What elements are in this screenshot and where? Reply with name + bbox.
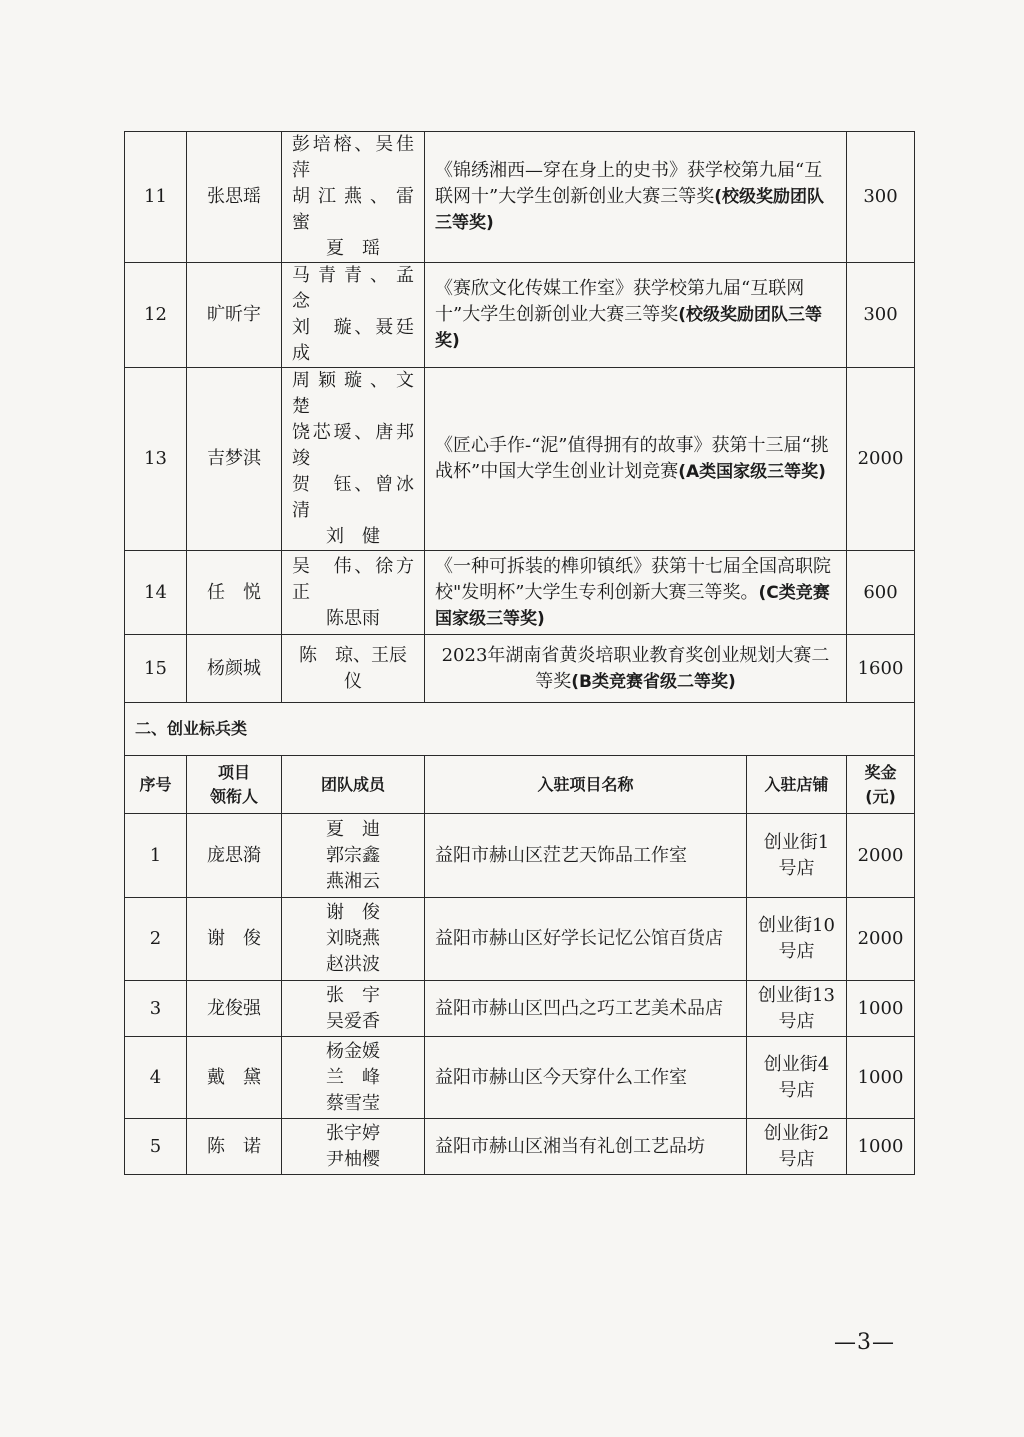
member-line: 吴 伟、徐方正 bbox=[292, 555, 414, 603]
member-line: 贺 钰、曾冰清 bbox=[292, 474, 414, 521]
member-line: 刘 璇、聂廷成 bbox=[292, 317, 414, 364]
team-members bbox=[282, 981, 425, 1037]
row-number: 13 bbox=[125, 368, 187, 551]
member-line: 饶芯瑷、唐邦竣 bbox=[292, 422, 414, 469]
header-leader-line1: 项目 bbox=[217, 762, 250, 782]
team-members bbox=[282, 1037, 425, 1119]
award-amount: 300 bbox=[847, 263, 915, 368]
member-line: 谢 俊 bbox=[326, 902, 380, 923]
award-description bbox=[425, 551, 847, 635]
project-leader: 吉梦淇 bbox=[187, 368, 282, 551]
header-leader-line2: 领衔人 bbox=[209, 786, 258, 806]
award-amount: 2000 bbox=[847, 368, 915, 551]
table-row bbox=[125, 132, 915, 263]
member-line: 吴爱香 bbox=[326, 1010, 380, 1032]
awards-table bbox=[124, 131, 915, 1175]
table-row bbox=[125, 898, 915, 981]
header-amount bbox=[847, 756, 915, 814]
award-level: (校级奖励团队三等奖) bbox=[435, 187, 824, 233]
section-header-row bbox=[125, 703, 915, 756]
row-number: 14 bbox=[125, 551, 187, 635]
shop-name: 创业街2号店 bbox=[747, 1119, 847, 1175]
member-line: 兰 峰 bbox=[326, 1066, 380, 1088]
award-text: 2023年湖南省黄炎培职业教育奖创业规划大赛二等奖 bbox=[441, 644, 830, 692]
project-leader: 谢 俊 bbox=[187, 898, 282, 981]
section-title: 二、创业标兵类 bbox=[125, 703, 915, 756]
project-name: 益阳市赫山区湘当有礼创工艺品坊 bbox=[425, 1119, 747, 1175]
team-members bbox=[282, 814, 425, 898]
member-line: 马青青、孟 念 bbox=[292, 265, 432, 312]
table-header-row bbox=[125, 756, 915, 814]
table-row bbox=[125, 814, 915, 898]
row-number: 1 bbox=[125, 814, 187, 898]
document-body bbox=[124, 131, 914, 1175]
team-members bbox=[282, 1119, 425, 1175]
award-level: (A类国家级三等奖) bbox=[678, 462, 826, 482]
team-members bbox=[282, 263, 432, 368]
row-number: 2 bbox=[125, 898, 187, 981]
member-line: 尹柚樱 bbox=[326, 1148, 380, 1170]
member-line: 杨金媛 bbox=[326, 1040, 380, 1062]
header-no: 序号 bbox=[125, 756, 187, 814]
award-description bbox=[425, 132, 847, 263]
table-row bbox=[125, 1119, 915, 1175]
award-amount: 1600 bbox=[847, 635, 915, 703]
project-leader: 庞思漪 bbox=[187, 814, 282, 898]
member-line: 胡江燕、雷 蜜 bbox=[292, 186, 432, 233]
award-amount: 1000 bbox=[847, 1037, 915, 1119]
member-line: 刘 健 bbox=[326, 526, 380, 547]
award-text: 《一种可拆装的榫卯镇纸》获第十七届全国高职院校"发明杯”大学生专利创新大赛三等奖。 bbox=[435, 555, 831, 603]
award-level: (B类竞赛省级二等奖) bbox=[571, 671, 736, 692]
award-text: 《赛欣文化传媒工作室》获学校第九届“互联网十”大学生创新创业大赛三等奖 bbox=[435, 278, 805, 325]
award-text: 《匠心手作-“泥”值得拥有的故事》获第十三届“挑战杯”中国大学生创业计划竞赛 bbox=[435, 435, 829, 482]
member-line: 夏 瑶 bbox=[326, 238, 380, 259]
project-leader: 张思瑶 bbox=[187, 132, 282, 263]
header-shop: 入驻店铺 bbox=[747, 756, 847, 814]
member-line: 张宇婷 bbox=[326, 1122, 380, 1144]
project-name: 益阳市赫山区今天穿什么工作室 bbox=[425, 1037, 747, 1119]
project-name: 益阳市赫山区茳艺天饰品工作室 bbox=[425, 814, 747, 898]
member-line: 赵洪波 bbox=[326, 954, 380, 975]
row-number: 11 bbox=[125, 132, 187, 263]
award-text: 《锦绣湘西—穿在身上的史书》获学校第九届“互联网十”大学生创新创业大赛三等奖 bbox=[435, 160, 823, 207]
award-description bbox=[425, 263, 847, 368]
header-amount-line1: 奖金 bbox=[864, 762, 897, 782]
award-amount: 600 bbox=[847, 551, 915, 635]
project-name: 益阳市赫山区好学长记忆公馆百货店 bbox=[425, 898, 747, 981]
row-number: 5 bbox=[125, 1119, 187, 1175]
award-description bbox=[425, 635, 847, 703]
row-number: 4 bbox=[125, 1037, 187, 1119]
shop-name: 创业街13号店 bbox=[747, 981, 847, 1037]
award-description bbox=[425, 368, 847, 551]
member-line: 郭宗鑫 bbox=[326, 844, 380, 866]
award-level: (C类竞赛国家级三等奖) bbox=[435, 582, 830, 629]
header-leader bbox=[187, 756, 282, 814]
member-line: 彭培榕、吴佳萍 bbox=[292, 134, 414, 181]
row-number: 12 bbox=[125, 263, 187, 368]
row-number: 15 bbox=[125, 635, 187, 703]
project-leader: 任 悦 bbox=[187, 551, 282, 635]
project-leader: 杨颜城 bbox=[187, 635, 282, 703]
team-members bbox=[282, 551, 425, 635]
member-line: 周颖璇、文 楚 bbox=[292, 370, 432, 417]
member-line: 张 宇 bbox=[326, 984, 380, 1006]
table-row bbox=[125, 551, 915, 635]
page-number: —3— bbox=[834, 1330, 895, 1355]
member-line: 陈 琼、王辰仪 bbox=[299, 644, 407, 692]
team-members bbox=[282, 898, 425, 981]
team-members bbox=[282, 635, 425, 703]
award-amount: 2000 bbox=[847, 898, 915, 981]
table-row bbox=[125, 635, 915, 703]
member-line: 夏 迪 bbox=[326, 818, 380, 840]
project-leader: 旷昕宇 bbox=[187, 263, 282, 368]
table-row bbox=[125, 1037, 915, 1119]
award-amount: 1000 bbox=[847, 1119, 915, 1175]
award-level: (校级奖励团队三等奖) bbox=[435, 305, 822, 351]
project-name: 益阳市赫山区凹凸之巧工艺美术品店 bbox=[425, 981, 747, 1037]
table-row bbox=[125, 981, 915, 1037]
member-line: 燕湘云 bbox=[326, 870, 380, 892]
member-line: 刘晓燕 bbox=[326, 928, 380, 949]
member-line: 蔡雪莹 bbox=[326, 1092, 380, 1114]
header-project: 入驻项目名称 bbox=[425, 756, 747, 814]
project-leader: 陈 诺 bbox=[187, 1119, 282, 1175]
award-amount: 1000 bbox=[847, 981, 915, 1037]
row-number: 3 bbox=[125, 981, 187, 1037]
project-leader: 龙俊强 bbox=[187, 981, 282, 1037]
shop-name: 创业街10号店 bbox=[747, 898, 847, 981]
table-row bbox=[125, 263, 915, 368]
shop-name: 创业街1号店 bbox=[747, 814, 847, 898]
team-members bbox=[282, 132, 432, 263]
member-line: 陈思雨 bbox=[326, 607, 380, 629]
project-leader: 戴 黛 bbox=[187, 1037, 282, 1119]
team-members bbox=[282, 368, 432, 551]
award-amount: 2000 bbox=[847, 814, 915, 898]
table-row bbox=[125, 368, 915, 551]
shop-name: 创业街4号店 bbox=[747, 1037, 847, 1119]
header-members: 团队成员 bbox=[282, 756, 425, 814]
award-amount: 300 bbox=[847, 132, 915, 263]
header-amount-line2: (元) bbox=[865, 786, 896, 806]
